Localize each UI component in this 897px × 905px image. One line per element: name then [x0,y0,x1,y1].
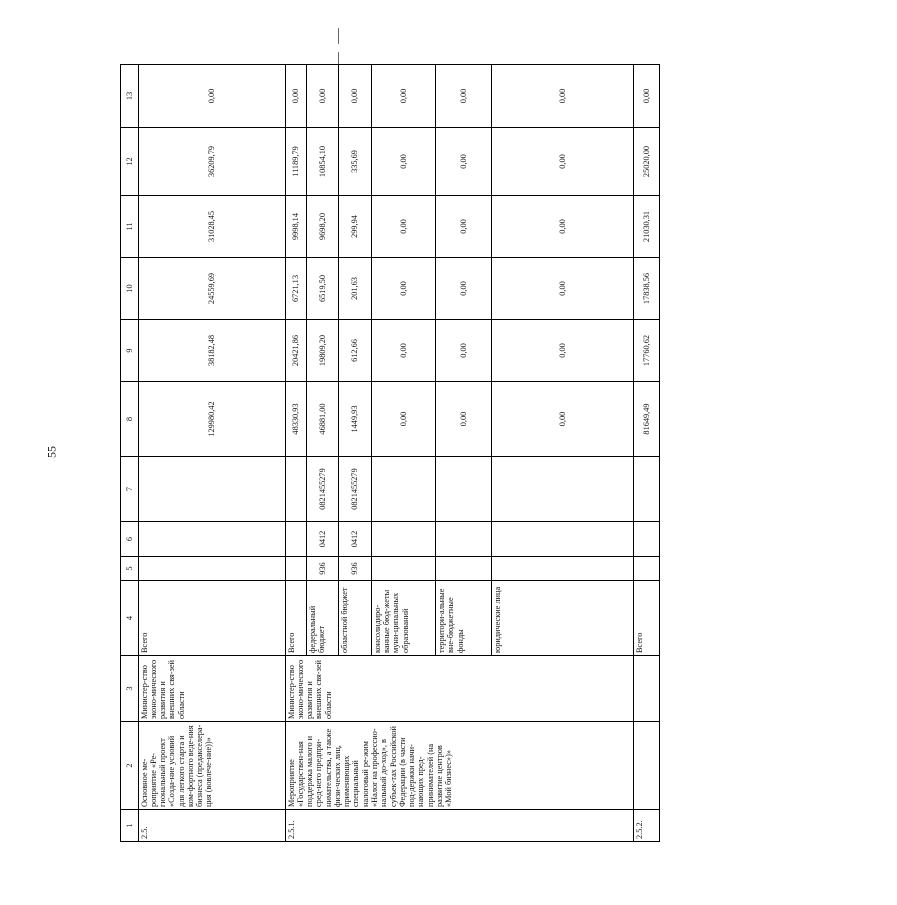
value-year-5: 0,00 [339,65,372,128]
row-number: 2.5.2. [634,810,660,842]
executor: Министер-ство эконо-мического развития и внешних свя-зей области [138,656,285,722]
header-cell: 11 [121,196,139,258]
section-code [138,522,285,557]
value-year-4: 36209,79 [138,128,285,196]
value-year-3: 9998,14 [285,196,306,258]
value-year-2: 6721,13 [285,258,306,320]
value-total: 1449,93 [339,382,372,457]
value-year-5: 0,00 [491,65,633,128]
value-year-3: 0,00 [371,196,435,258]
grbs-code: 936 [306,557,339,581]
target-article [435,457,491,522]
header-cell: 12 [121,128,139,196]
section-code: 0412 [339,522,372,557]
section-code [634,522,660,557]
table-row [138,65,285,842]
value-year-3: 0,00 [491,196,633,258]
value-year-5: 0,00 [634,65,660,128]
header-cell: 13 [121,65,139,128]
target-article [634,457,660,522]
value-year-5: 0,00 [285,65,306,128]
value-year-1: 0,00 [435,320,491,382]
value-year-4: 11189,79 [285,128,306,196]
value-year-2: 201,63 [339,258,372,320]
row-number: 2.5. [138,810,285,842]
value-year-1: 38182,48 [138,320,285,382]
value-total: 0,00 [435,382,491,457]
margin-mark-bottom [338,52,339,64]
value-year-2: 24559,69 [138,258,285,320]
value-year-1: 0,00 [371,320,435,382]
funding-source: Всего [634,581,660,656]
value-year-3: 21030,31 [634,196,660,258]
value-year-4: 335,69 [339,128,372,196]
value-year-3: 0,00 [435,196,491,258]
event-name: Мероприятие «Государствен-ная поддержка малого и сред-него предпри-нимательства, а также физи-ческих лиц, применяющих специальный налоговый ре-жим «Налог на профессио-нальный до-ход», в субъек-тах Российской Федерации (в части под-держки начи-нающих пред-принимателей (на развитие центров «Мой бизнес»)» [285,722,634,810]
target-article [138,457,285,522]
section-code [371,522,435,557]
value-year-5: 0,00 [306,65,339,128]
value-year-2: 0,00 [371,258,435,320]
table-row [634,65,660,842]
grbs-code [371,557,435,581]
row-number: 2.5.1. [285,810,634,842]
value-year-4: 25020,00 [634,128,660,196]
value-total: 0,00 [491,382,633,457]
funding-source: Всего [285,581,306,656]
grbs-code [138,557,285,581]
value-year-1: 19809,20 [306,320,339,382]
target-article: 0821455279 [306,457,339,522]
rotated-table-wrapper [120,88,897,842]
header-cell: 6 [121,522,139,557]
header-cell: 1 [121,810,139,842]
value-year-5: 0,00 [138,65,285,128]
funding-source: Всего [138,581,285,656]
grbs-code [491,557,633,581]
value-year-3: 9698,20 [306,196,339,258]
header-cell: 2 [121,722,139,810]
value-total: 81649,49 [634,382,660,457]
section-code [491,522,633,557]
value-year-4: 0,00 [435,128,491,196]
value-year-1: 17760,62 [634,320,660,382]
section-code [285,522,306,557]
value-year-1: 20421,86 [285,320,306,382]
value-year-1: 612,66 [339,320,372,382]
header-cell: 10 [121,258,139,320]
target-article [371,457,435,522]
target-article: 0821455279 [339,457,372,522]
funding-source: федеральный бюджет [306,581,339,656]
funding-source: консолидиро-ванные бюд-жеты муни-ципальных образований [371,581,435,656]
header-cell: 4 [121,581,139,656]
funding-source: юридические лица [491,581,633,656]
value-year-2: 6519,50 [306,258,339,320]
header-cell: 9 [121,320,139,382]
value-year-5: 0,00 [435,65,491,128]
value-year-2: 17838,56 [634,258,660,320]
grbs-code [285,557,306,581]
value-year-5: 0,00 [371,65,435,128]
header-cell: 7 [121,457,139,522]
value-total: 46881,00 [306,382,339,457]
value-year-2: 0,00 [435,258,491,320]
section-code: 0412 [306,522,339,557]
grbs-code: 936 [339,557,372,581]
value-total: 129980,42 [138,382,285,457]
funding-table [120,64,660,842]
page-number: 55 [44,446,59,458]
funding-source: территори-альные вне-бюджетные фонды [435,581,491,656]
value-year-1: 0,00 [491,320,633,382]
value-year-3: 299,94 [339,196,372,258]
margin-mark-top [338,28,339,44]
value-year-4: 0,00 [371,128,435,196]
header-row [121,65,139,842]
value-year-4: 0,00 [491,128,633,196]
executor: Министер-ство эконо-мического развития и внешних свя-зей области [285,656,634,722]
event-name [634,722,660,810]
target-article [491,457,633,522]
executor [634,656,660,722]
value-year-4: 10854,10 [306,128,339,196]
value-year-3: 31028,45 [138,196,285,258]
section-code [435,522,491,557]
target-article [285,457,306,522]
value-total: 0,00 [371,382,435,457]
value-year-2: 0,00 [491,258,633,320]
event-name: Основное ме-роприятие «Ре-гиональный проект «Созда-ние условий для легкого старта и ком-фортного веде-ния бизнеса (предакселера-ция (вовлече-ние))» [138,722,285,810]
grbs-code [634,557,660,581]
funding-source: областной бюджет [339,581,372,656]
table-row [285,65,306,842]
header-cell: 5 [121,557,139,581]
header-cell: 3 [121,656,139,722]
grbs-code [435,557,491,581]
value-total: 48330,93 [285,382,306,457]
header-cell: 8 [121,382,139,457]
